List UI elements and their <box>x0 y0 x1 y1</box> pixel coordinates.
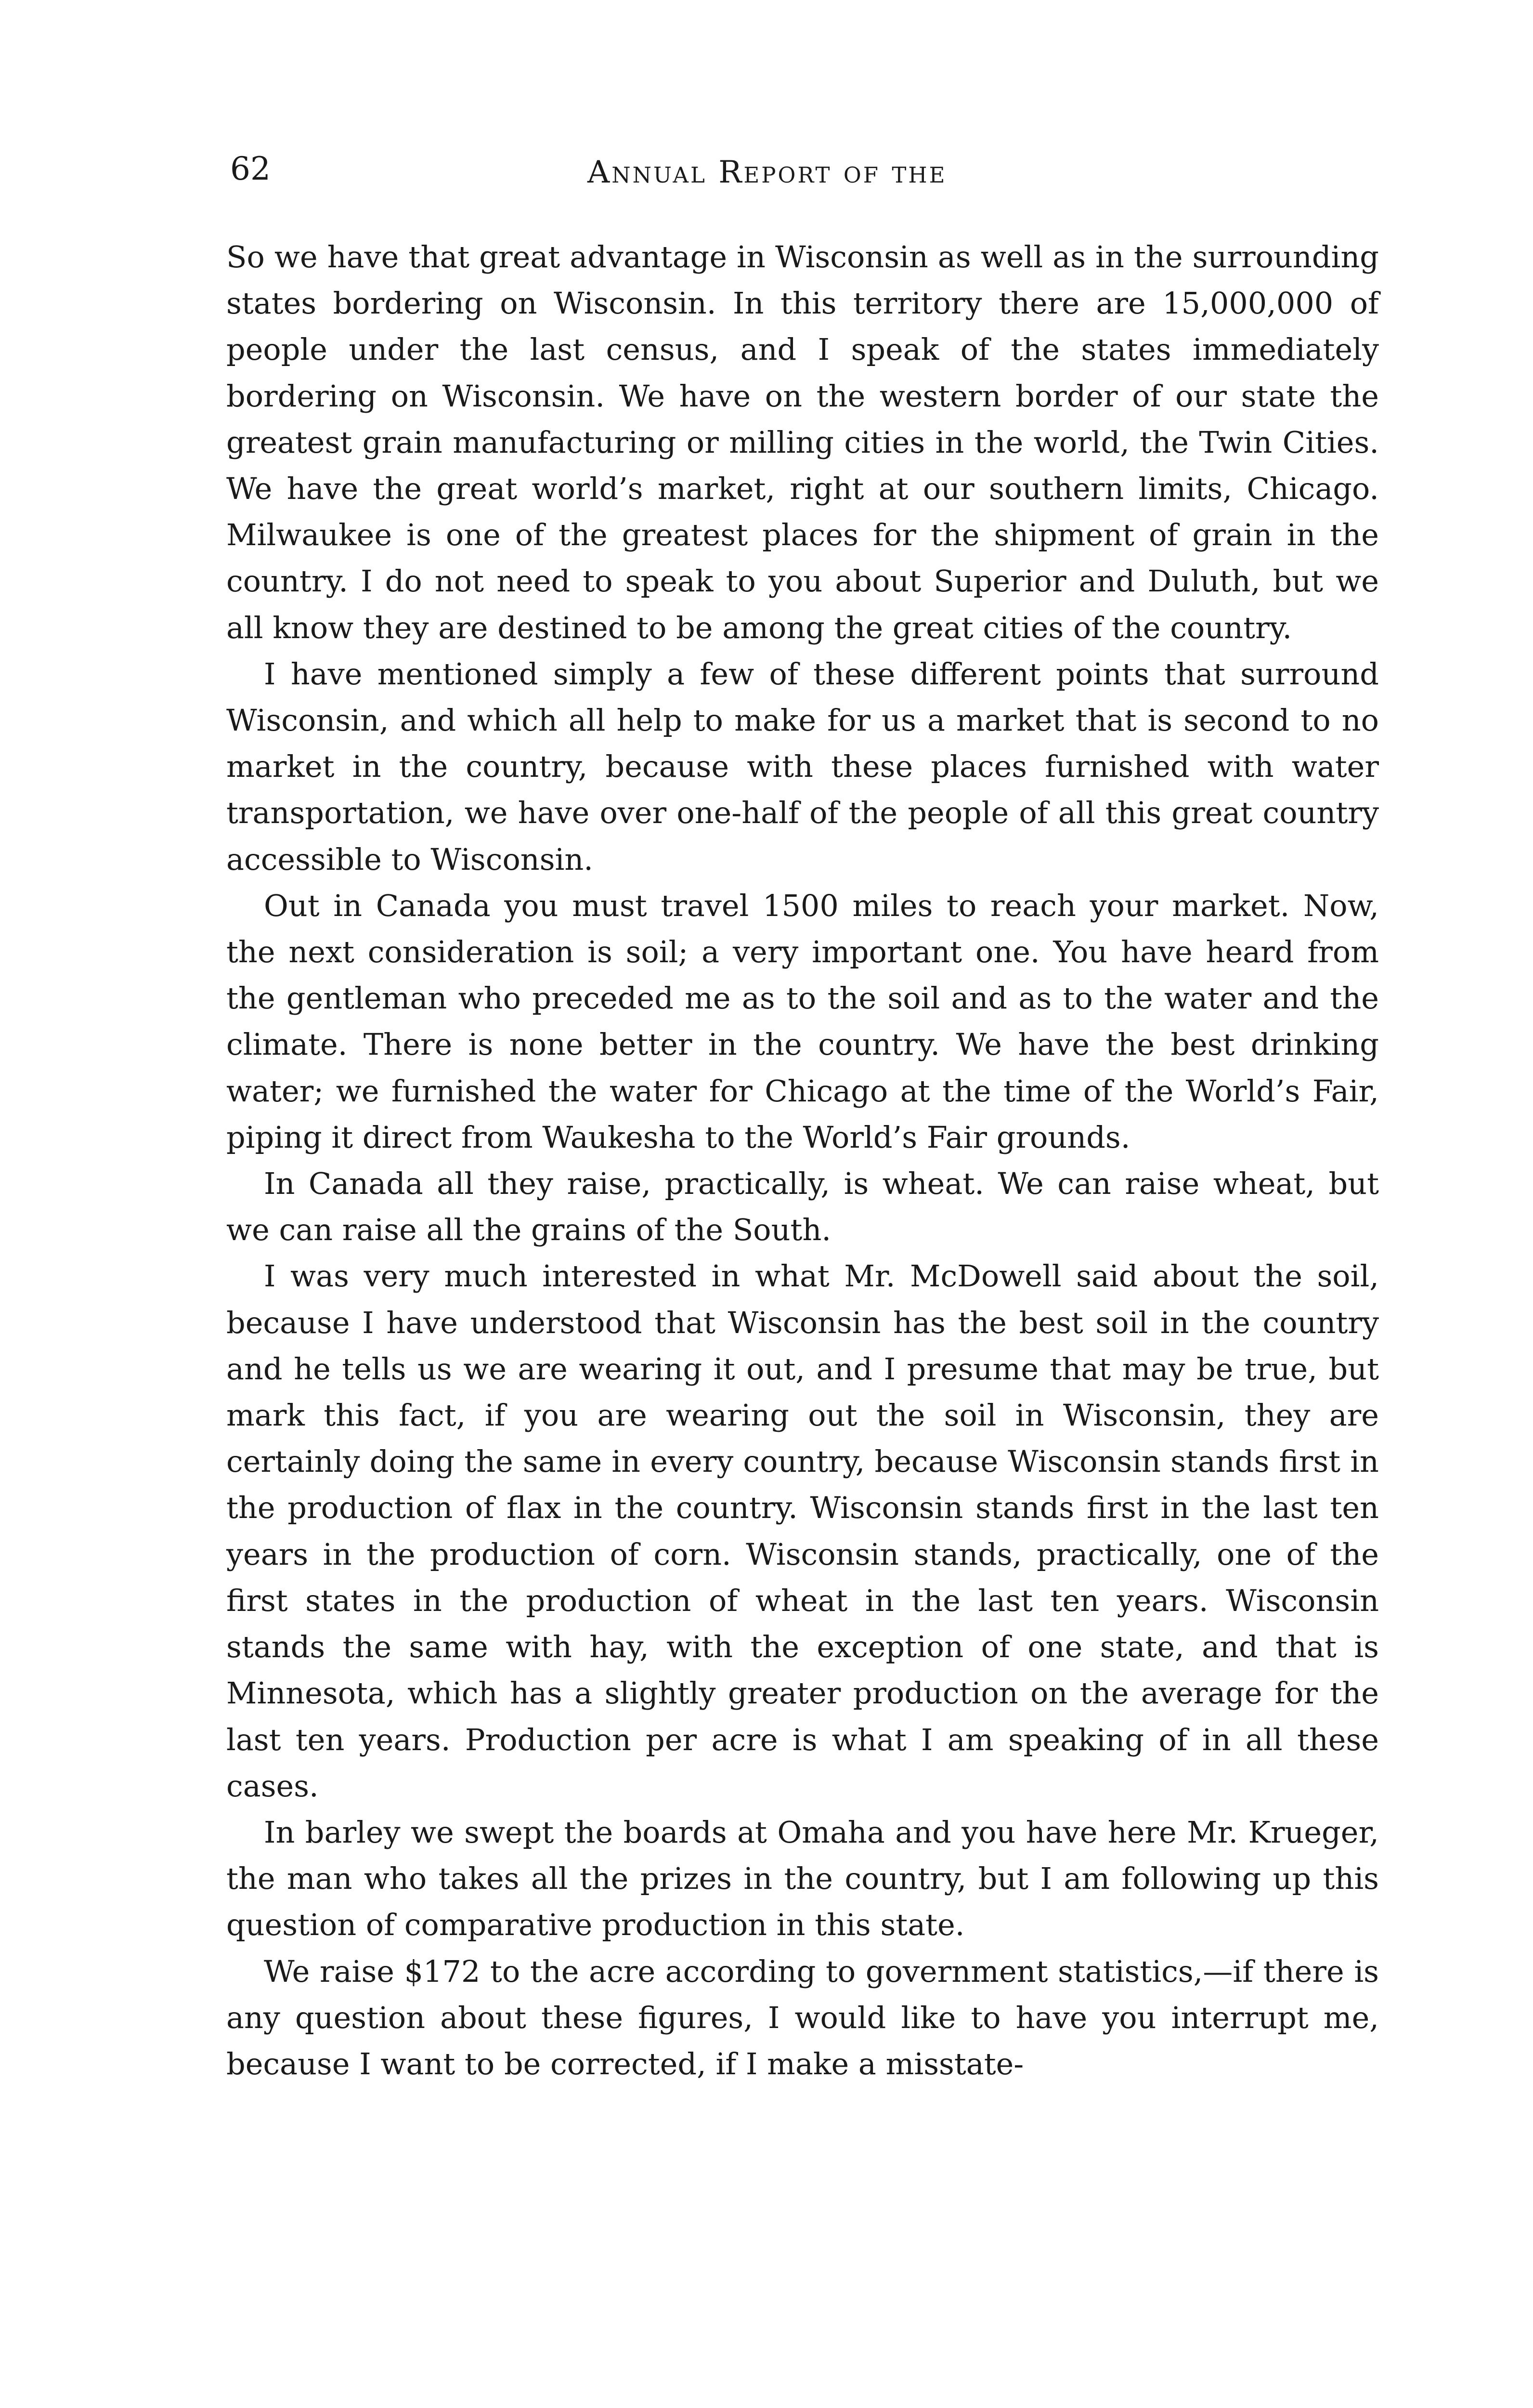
body-text <box>226 234 1379 2087</box>
page-number: 62 <box>230 150 271 187</box>
running-head: Annual Report of the <box>587 155 947 190</box>
paragraph: So we have that great advantage in Wisconsin as well as in the surrounding states bordering on Wisconsin. In this territory there are 15,000,000 of people under the last census, and I speak of the states immediately bordering on Wisconsin. We have on the western border of our state the greatest grain manufacturing or milling cities in the world, the Twin Cities. We have the great world’s market, right at our southern limits, Chicago. Milwaukee is one of the greatest places for the shipment of grain in the country. I do not need to speak to you about Superior and Duluth, but we all know they are destined to be among the great cities of the country. <box>226 239 1379 645</box>
paragraph: In barley we swept the boards at Omaha and you have here Mr. Krueger, the man who takes all the prizes in the country, but I am following up this question of comparative production in this state. <box>226 1814 1379 1943</box>
paragraph: I was very much interested in what Mr. McDowell said about the soil, because I have understood that Wisconsin has the best soil in the country and he tells us we are wearing it out, and I presume that may be true, but mark this fact, if you are wearing out the soil in Wisconsin, they are certainly doing the same in every country, because Wisconsin stands first in the production of flax in the country. Wisconsin stands first in the last ten years in the production of corn. Wisconsin stands, practically, one of the first states in the production of wheat in the last ten years. Wisconsin stands the same with hay, with the exception of one state, and that is Minnesota, which has a slightly greater production on the average for the last ten years. Production per acre is what I am speaking of in all these cases. <box>226 1258 1379 1804</box>
paragraph: We raise $172 to the acre according to government statistics,—if there is any question about these figures, I would like to have you interrupt me, because I want to be corrected, if I make a misstate- <box>226 1953 1379 2081</box>
paragraph: Out in Canada you must travel 1500 miles to reach your market. Now, the next consideration is soil; a very important one. You have heard from the gentleman who preceded me as to the soil and as to the water and the climate. There is none better in the country. We have the best drinking water; we furnished the water for Chicago at the time of the World’s Fair, piping it direct from Waukesha to the World’s Fair grounds. <box>226 888 1379 1155</box>
paragraph: In Canada all they raise, practically, is wheat. We can raise wheat, but we can raise all the grains of the South. <box>226 1166 1379 1248</box>
paragraph: I have mentioned simply a few of these different points that surround Wisconsin, and which all help to make for us a market that is second to no market in the country, because with these places furnished with water transportation, we have over one-half of the people of all this great country accessible to Wisconsin. <box>226 656 1379 877</box>
